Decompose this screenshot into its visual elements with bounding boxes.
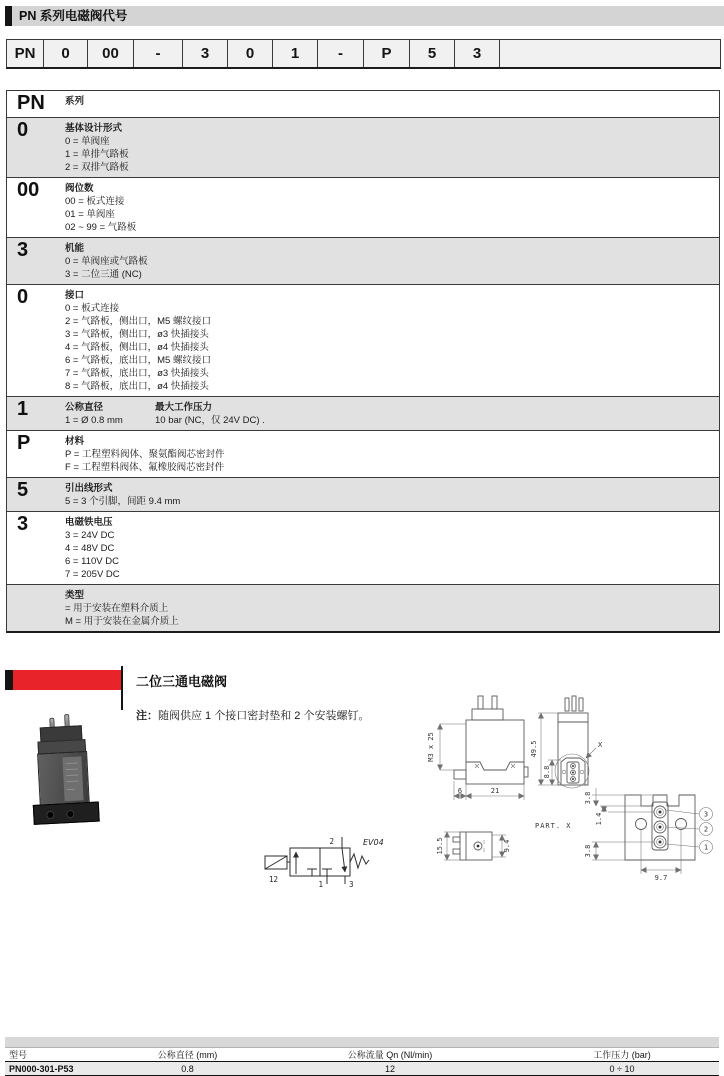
spec-header-cell: 工作压力 (bar): [593, 1050, 651, 1060]
technical-drawing: [420, 688, 724, 925]
spec-table: [5, 1037, 719, 1076]
code-desc-line: 7 = 205V DC: [65, 569, 120, 580]
code-table-code: 5: [17, 479, 29, 501]
order-code-cell: 3: [183, 40, 228, 67]
order-code-cell: 0: [44, 40, 88, 67]
code-table-desc: [65, 397, 719, 430]
code-table-row: [7, 91, 719, 117]
code-desc-block: [65, 122, 129, 174]
spec-data-cell: 12: [384, 1063, 395, 1074]
spec-header-cell: 型号: [9, 1050, 28, 1060]
code-desc-block: [155, 401, 265, 427]
code-desc-line: 00 = 板式连接: [65, 196, 125, 207]
order-code-cell: [500, 40, 720, 67]
code-desc-block: [65, 401, 155, 427]
code-table-desc: [65, 118, 719, 177]
code-table-row: [7, 477, 719, 511]
symbol-port-12: 12: [269, 875, 279, 884]
spec-header-cell: 公称流量 Qn (Nl/min): [347, 1050, 433, 1060]
code-desc-line: 4 = 48V DC: [65, 543, 115, 554]
code-desc-block: [65, 589, 179, 628]
code-desc-line: 01 = 单阀座: [65, 209, 115, 220]
code-table-code: 0: [17, 286, 29, 308]
callout-3: 3: [703, 810, 709, 819]
callout-1: 1: [703, 843, 709, 852]
code-desc-block: [65, 482, 180, 508]
code-table-code: 3: [17, 239, 29, 261]
code-desc-line: 6 = 气路板，底出口，M5 螺纹接口: [65, 355, 211, 366]
dim-detail-38a: 3.8: [584, 791, 592, 805]
callout-2: 2: [703, 825, 709, 834]
order-code-cell: 1: [273, 40, 318, 67]
code-desc-block: [65, 435, 225, 474]
code-table-row: [7, 237, 719, 284]
spec-data-cell: 0 ÷ 10: [609, 1063, 635, 1074]
code-desc-line: 10 bar (NC，仅 24V DC) .: [155, 415, 265, 426]
code-desc-title: 引出线形式: [65, 483, 113, 494]
dim-conn-88: 8.8: [543, 765, 551, 779]
code-desc-title: 基体设计形式: [65, 123, 123, 134]
section-banner: [5, 670, 122, 690]
dim-height-495: 49.5: [530, 740, 538, 758]
code-table-code: PN: [17, 92, 45, 114]
code-desc-line: 8 = 气路板，底出口，ø4 快插接头: [65, 381, 209, 392]
code-table-row: [7, 177, 719, 237]
valve-product-photo: [23, 712, 115, 828]
code-desc-title: 公称直径: [65, 402, 104, 413]
code-table-row: [7, 511, 719, 584]
code-desc-line: 0 = 单阀座或气路板: [65, 256, 148, 267]
code-desc-block: [65, 182, 136, 234]
code-desc-line: 3 = 二位三通 (NC): [65, 269, 142, 280]
code-table-code: 00: [17, 179, 40, 201]
code-desc-line: 1 = 单排气路板: [65, 149, 129, 160]
page-title: PN 系列电磁阀代号: [19, 9, 128, 23]
note-text: 随阀供应 1 个接口密封垫和 2 个安装螺钉。: [158, 710, 370, 722]
code-desc-title: 系列: [65, 96, 85, 107]
order-code-cell: 00: [88, 40, 134, 67]
order-code-row: [6, 39, 721, 69]
spec-data-row: [5, 1061, 719, 1076]
detail-ports: [654, 806, 666, 848]
order-code-cell: 3: [455, 40, 500, 67]
symbol-port-2: 2: [329, 837, 334, 846]
code-table-code: P: [17, 432, 31, 454]
banner-accent-bar: [5, 670, 13, 690]
code-desc-title: 电磁铁电压: [65, 517, 113, 528]
code-table-row: [7, 584, 719, 631]
symbol-code-label: EV04: [363, 838, 384, 847]
code-table-row: [7, 284, 719, 396]
spec-header-cell: 公称直径 (mm): [157, 1050, 218, 1060]
code-table: [6, 90, 720, 633]
photo-body: [37, 751, 90, 806]
page-header-bar: [5, 6, 724, 26]
code-table-code: 1: [17, 398, 29, 420]
drawing-detail-view: [535, 788, 713, 882]
code-desc-line: 5 = 3 个引脚，间距 9.4 mm: [65, 496, 181, 507]
code-table-desc: [65, 178, 719, 237]
detail-label: PART. X: [535, 822, 572, 830]
dim-top-155: 15.5: [436, 837, 444, 855]
header-accent-bar: [5, 6, 12, 26]
code-desc-line: 4 = 气路板，侧出口，ø4 快插接头: [65, 342, 209, 353]
code-table-row: [7, 396, 719, 430]
code-table-desc: [65, 285, 719, 396]
code-desc-line: 2 = 双排气路板: [65, 162, 129, 173]
symbol-port-3: 3: [349, 880, 354, 888]
code-table-desc: [65, 585, 719, 631]
drawing-side-view: [427, 696, 528, 800]
code-desc-line: M = 用于安装在金属介质上: [65, 616, 179, 627]
code-table-code: [7, 585, 65, 631]
symbol-box-right: [320, 848, 350, 876]
spec-table-top-strip: [5, 1037, 719, 1048]
photo-label: [62, 756, 83, 801]
code-desc-line: P = 工程塑料阀体、聚氨酯阀芯密封件: [65, 449, 225, 460]
code-desc-title: 接口: [65, 290, 85, 301]
code-table-desc: [65, 431, 719, 477]
dim-detail-14: 1.4: [595, 812, 603, 826]
order-code-cell: P: [364, 40, 410, 67]
code-desc-line: 2 = 气路板，侧出口，M5 螺纹接口: [65, 316, 211, 327]
dim-top-94: 9.4: [503, 839, 511, 853]
photo-base: [33, 801, 100, 824]
code-desc-line: 0 = 单阀座: [65, 136, 110, 147]
code-desc-title: 类型: [65, 590, 85, 601]
code-desc-line: 7 = 气路板，底出口，ø3 快插接头: [65, 368, 209, 379]
code-desc-title: 阀位数: [65, 183, 94, 194]
code-desc-line: = 用于安装在塑料介质上: [65, 603, 169, 614]
symbol-port-1: 1: [318, 880, 323, 888]
code-table-desc: [65, 238, 719, 284]
code-desc-line: 1 = Ø 0.8 mm: [65, 415, 123, 426]
drawing-top-view: [436, 832, 511, 860]
drawing-front-view: [530, 696, 603, 788]
photo-port-hole: [46, 811, 54, 819]
dim-detail-97: 9.7: [654, 874, 668, 882]
code-table-row: [7, 117, 719, 177]
dim-detail-38b: 3.8: [584, 844, 592, 858]
order-code-cell: PN: [7, 40, 44, 67]
code-desc-line: F = 工程塑料阀体、氟橡胶阀芯密封件: [65, 462, 225, 473]
photo-port-hole: [66, 810, 74, 818]
code-table-code: 3: [17, 513, 29, 535]
detail-mark-x: X: [598, 741, 603, 749]
spec-data-cell: PN000-301-P53: [9, 1063, 74, 1074]
order-code-cell: -: [134, 40, 183, 67]
dim-side-6: 6: [457, 787, 463, 795]
dim-side-21: 21: [490, 787, 500, 795]
order-code-cell: 5: [410, 40, 455, 67]
banner-divider: [121, 666, 123, 710]
note-prefix: 注：: [136, 710, 158, 722]
code-desc-title: 机能: [65, 243, 85, 254]
section-note: [136, 707, 369, 723]
order-code-cell: 0: [228, 40, 273, 67]
code-desc-line: 3 = 气路板，侧出口，ø3 快插接头: [65, 329, 209, 340]
spec-data-cell: 0.8: [181, 1063, 194, 1074]
code-table-desc: [65, 91, 719, 117]
code-table-row: [7, 430, 719, 477]
code-desc-line: 6 = 110V DC: [65, 556, 119, 567]
pneumatic-symbol: [255, 832, 395, 888]
section-title: 二位三通电磁阀: [136, 674, 228, 689]
code-table-desc: [65, 478, 719, 511]
code-desc-title: 最大工作压力: [155, 402, 213, 413]
dim-thread: M3 x 25: [427, 732, 435, 762]
code-desc-block: [65, 516, 120, 581]
code-desc-line: 02 ~ 99 = 气路板: [65, 222, 137, 233]
code-desc-block: [65, 289, 211, 393]
spec-header-row: [5, 1048, 719, 1061]
order-code-cell: -: [318, 40, 364, 67]
code-desc-line: 0 = 板式连接: [65, 303, 120, 314]
code-desc-block: [65, 242, 148, 281]
code-table-code: 0: [17, 119, 29, 141]
symbol-spring: [350, 854, 369, 868]
code-desc-title: 材料: [65, 436, 85, 447]
code-table-desc: [65, 512, 719, 584]
symbol-box-left: [290, 848, 320, 876]
code-desc-line: 3 = 24V DC: [65, 530, 115, 541]
code-desc-block: [65, 95, 84, 108]
